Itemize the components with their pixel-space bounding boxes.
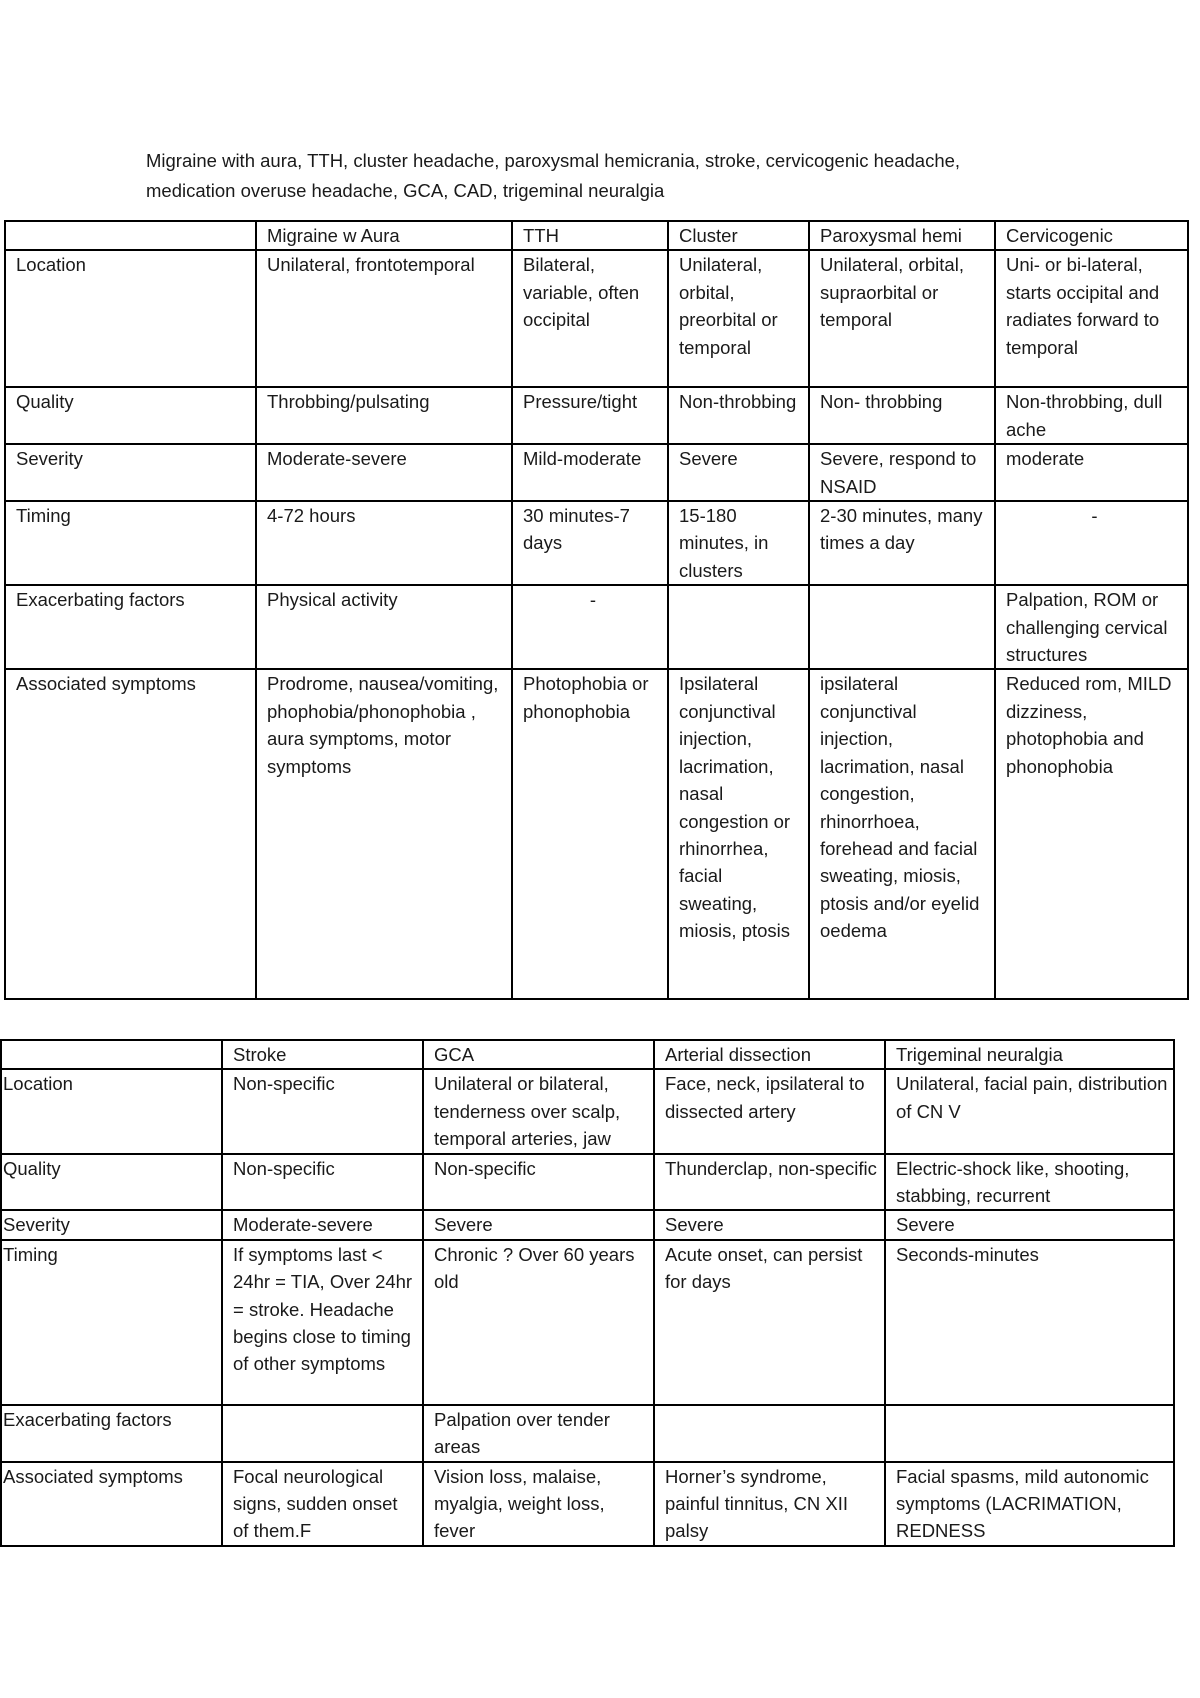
table-row [5,250,1188,387]
table-cell: Photophobia or phonophobia [512,669,668,999]
header-cell [5,221,256,250]
table-cell: Face, neck, ipsilateral to dissected artery [654,1069,885,1153]
table-cell [809,585,995,669]
table-cell: - [995,501,1188,585]
table-cell: Prodrome, nausea/vomiting, phophobia/phonophobia , aura symptoms, motor symptoms [256,669,512,999]
table-cell: Non- throbbing [809,387,995,444]
table-row [1,1405,1174,1462]
table-header-row [5,221,1188,250]
table-cell: Severe [654,1210,885,1239]
table-header-row [1,1040,1174,1069]
table-row [1,1210,1174,1239]
row-header-cell: Associated symptoms [1,1462,222,1546]
row-header-cell: Location [5,250,256,387]
table-cell: Throbbing/pulsating [256,387,512,444]
row-header-cell: Timing [5,501,256,585]
table-cell: Unilateral, facial pain, distribution of CN V [885,1069,1174,1153]
table-row [5,444,1188,501]
table-cell: moderate [995,444,1188,501]
table-cell: Severe [885,1210,1174,1239]
header-cell: Migraine w Aura [256,221,512,250]
table-cell: Mild-moderate [512,444,668,501]
table-cell: Facial spasms, mild autonomic symptoms (LACRIMATION, REDNESS [885,1462,1174,1546]
table-cell: If symptoms last < 24hr = TIA, Over 24hr = stroke. Headache begins close to timing of other symptoms [222,1240,423,1405]
table-row [1,1462,1174,1546]
table-cell: Electric-shock like, shooting, stabbing, recurrent [885,1154,1174,1211]
table-row [1,1240,1174,1405]
table-row [1,1069,1174,1153]
table-cell [222,1405,423,1462]
row-header-cell: Severity [5,444,256,501]
table-cell: Focal neurological signs, sudden onset of them.F [222,1462,423,1546]
table-cell: Moderate-severe [222,1210,423,1239]
intro-line-2: medication overuse headache, GCA, CAD, trigeminal neuralgia [146,180,665,201]
table-cell [668,585,809,669]
header-cell: Cluster [668,221,809,250]
headache-comparison-table-2 [0,1039,1175,1547]
row-header-cell: Severity [1,1210,222,1239]
table-row [5,387,1188,444]
table-cell: Moderate-severe [256,444,512,501]
headache-comparison-table-1 [4,220,1189,1000]
table-cell: Thunderclap, non-specific [654,1154,885,1211]
header-cell: Arterial dissection [654,1040,885,1069]
table-cell: ipsilateral conjunctival injection, lacrimation, nasal congestion, rhinorrhoea, forehead and facial sweating, miosis, ptosis and/or eyelid oedema [809,669,995,999]
table-cell: 4-72 hours [256,501,512,585]
row-header-cell: Exacerbating factors [1,1405,222,1462]
table-cell: Unilateral, frontotemporal [256,250,512,387]
table-cell: Severe [423,1210,654,1239]
table-row [5,669,1188,999]
intro-text [146,146,1076,206]
header-cell: Paroxysmal hemi [809,221,995,250]
row-header-cell: Location [1,1069,222,1153]
table-row [5,585,1188,669]
row-header-cell: Quality [1,1154,222,1211]
table-cell: Non-throbbing, dull ache [995,387,1188,444]
table-cell: Physical activity [256,585,512,669]
table-cell: 15-180 minutes, in clusters [668,501,809,585]
table-cell: Acute onset, can persist for days [654,1240,885,1405]
table-cell: 2-30 minutes, many times a day [809,501,995,585]
row-header-cell: Quality [5,387,256,444]
table-cell: Palpation over tender areas [423,1405,654,1462]
header-cell: Cervicogenic [995,221,1188,250]
table-cell [885,1405,1174,1462]
header-cell: TTH [512,221,668,250]
table-cell: Ipsilateral conjunctival injection, lacrimation, nasal congestion or rhinorrhea, facial sweating, miosis, ptosis [668,669,809,999]
table-cell: Reduced rom, MILD dizziness, photophobia and phonophobia [995,669,1188,999]
table-cell: Non-specific [222,1069,423,1153]
table-row [5,501,1188,585]
table-cell: Horner’s syndrome, painful tinnitus, CN XII palsy [654,1462,885,1546]
table-cell: Uni- or bi-lateral, starts occipital and radiates forward to temporal [995,250,1188,387]
table-cell: Severe [668,444,809,501]
table-cell: Seconds-minutes [885,1240,1174,1405]
table-cell: 30 minutes-7 days [512,501,668,585]
table-cell: Unilateral or bilateral, tenderness over scalp, temporal arteries, jaw [423,1069,654,1153]
row-header-cell: Timing [1,1240,222,1405]
table-cell: Palpation, ROM or challenging cervical structures [995,585,1188,669]
header-cell: GCA [423,1040,654,1069]
intro-line-1: Migraine with aura, TTH, cluster headache, paroxysmal hemicrania, stroke, cervicogenic headache, [146,150,961,171]
table-cell: Unilateral, orbital, supraorbital or temporal [809,250,995,387]
table-cell: Non-specific [222,1154,423,1211]
table-cell: Chronic ? Over 60 years old [423,1240,654,1405]
header-cell: Trigeminal neuralgia [885,1040,1174,1069]
table-cell: Non-throbbing [668,387,809,444]
table-cell: Bilateral, variable, often occipital [512,250,668,387]
table-cell: - [512,585,668,669]
row-header-cell: Exacerbating factors [5,585,256,669]
header-cell [1,1040,222,1069]
table-cell: Severe, respond to NSAID [809,444,995,501]
table-cell: Non-specific [423,1154,654,1211]
table-row [1,1154,1174,1211]
table-cell: Vision loss, malaise, myalgia, weight loss, fever [423,1462,654,1546]
table-cell: Pressure/tight [512,387,668,444]
table-cell [654,1405,885,1462]
table-cell: Unilateral, orbital, preorbital or temporal [668,250,809,387]
row-header-cell: Associated symptoms [5,669,256,999]
header-cell: Stroke [222,1040,423,1069]
